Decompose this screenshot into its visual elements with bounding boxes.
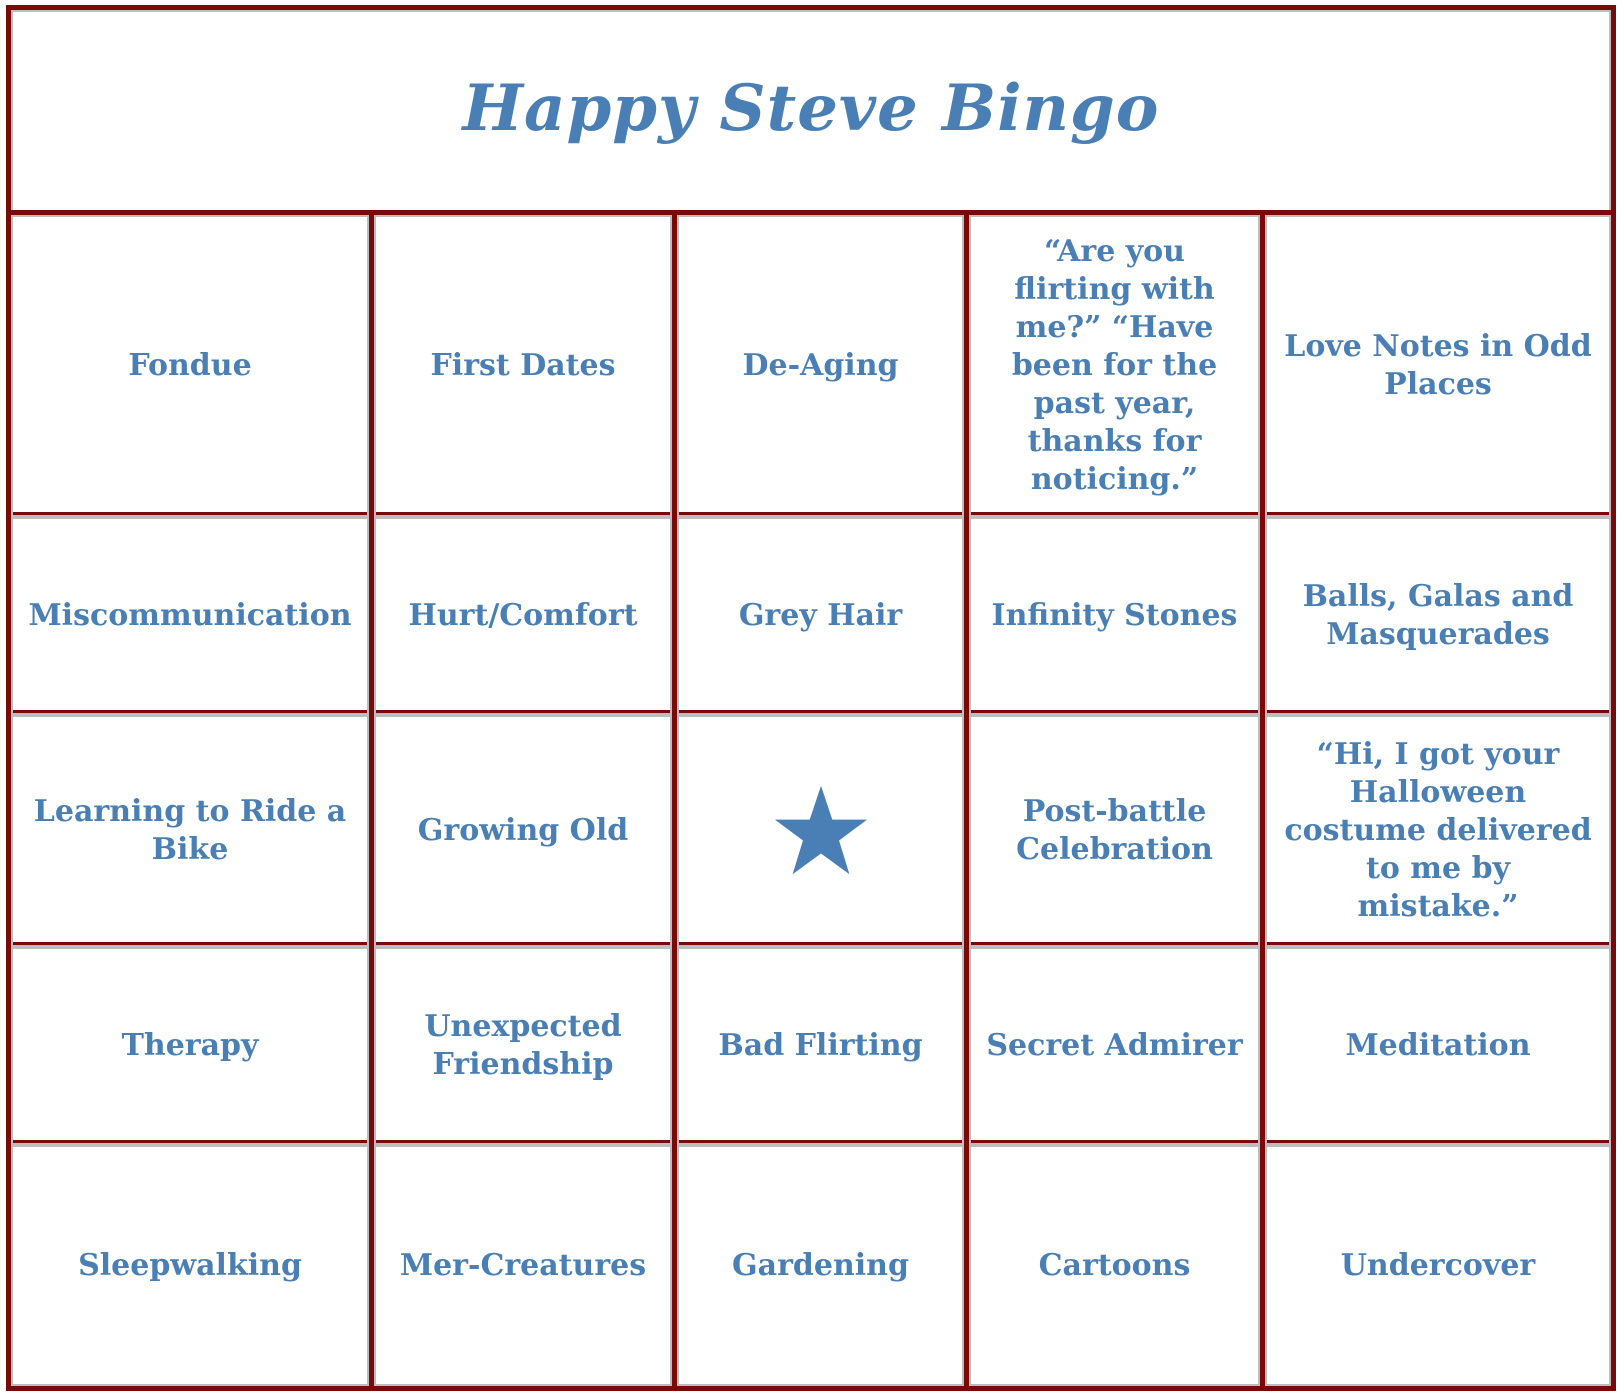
cell-label: Gardening [732, 1247, 909, 1283]
cell-label: Meditation [1345, 1028, 1531, 1063]
card-title: Happy Steve Bingo [462, 71, 1160, 146]
cell-label: Growing Old [417, 813, 629, 848]
cell-label: Miscommunication [28, 598, 352, 633]
cell-label: Learning to Ride a Bike [33, 794, 347, 867]
cell-label: First Dates [430, 348, 616, 383]
bingo-cell[interactable] [11, 215, 369, 517]
column-separator [369, 215, 374, 1386]
cell-label: Post-battle Celebration [1016, 794, 1213, 867]
cell-label: Fondue [128, 348, 252, 383]
bingo-cell[interactable] [969, 947, 1260, 1145]
bingo-cell[interactable] [1265, 517, 1611, 715]
bingo-cell[interactable] [1265, 947, 1611, 1145]
bingo-cell[interactable] [1265, 715, 1611, 947]
cell-label: Therapy [121, 1028, 259, 1063]
cell-label: Secret Admirer [986, 1028, 1243, 1063]
bingo-cell[interactable] [677, 1145, 964, 1386]
cell-label: Bad Flirting [718, 1028, 923, 1063]
star-icon [773, 783, 869, 879]
bingo-cell[interactable] [374, 517, 672, 715]
bingo-card [6, 5, 1616, 1391]
cell-label: Infinity Stones [991, 598, 1238, 633]
bingo-cell[interactable] [677, 215, 964, 517]
bingo-cell[interactable] [677, 947, 964, 1145]
bingo-cell[interactable] [374, 1145, 672, 1386]
cell-label: Undercover [1340, 1247, 1536, 1283]
cell-label: “Are you flirting with me?” “Have been for the past year, thanks for noticing.” [1011, 234, 1218, 497]
column-separator [672, 215, 677, 1386]
column-separator [1260, 215, 1265, 1386]
bingo-cell[interactable] [1265, 215, 1611, 517]
title-row [11, 10, 1611, 215]
bingo-cell[interactable] [969, 215, 1260, 517]
cell-label: Balls, Galas and Masquerades [1302, 579, 1574, 652]
bingo-cell[interactable] [374, 947, 672, 1145]
cell-label: Unexpected Friendship [424, 1009, 622, 1082]
bingo-cell[interactable] [11, 715, 369, 947]
cell-label: Love Notes in Odd Places [1284, 329, 1592, 402]
bingo-cell[interactable] [11, 517, 369, 715]
cell-label: Hurt/Comfort [408, 598, 638, 633]
bingo-cell[interactable] [1265, 1145, 1611, 1386]
bingo-cell[interactable] [11, 947, 369, 1145]
bingo-cell[interactable] [969, 517, 1260, 715]
cell-label: Mer-Creatures [399, 1247, 647, 1283]
bingo-cell[interactable] [969, 1145, 1260, 1386]
cell-label: Grey Hair [738, 598, 903, 633]
bingo-cell[interactable] [969, 715, 1260, 947]
bingo-cell[interactable] [11, 1145, 369, 1386]
column-separator [964, 215, 969, 1386]
bingo-cell[interactable] [677, 517, 964, 715]
cell-label: Sleepwalking [78, 1247, 302, 1283]
cell-label: De-Aging [742, 348, 899, 383]
bingo-cell[interactable] [374, 715, 672, 947]
bingo-cell[interactable] [374, 215, 672, 517]
free-space-cell[interactable] [677, 715, 964, 947]
cell-label: “Hi, I got your Halloween costume delivered to me by mistake.” [1284, 737, 1592, 924]
cell-label: Cartoons [1038, 1247, 1191, 1283]
